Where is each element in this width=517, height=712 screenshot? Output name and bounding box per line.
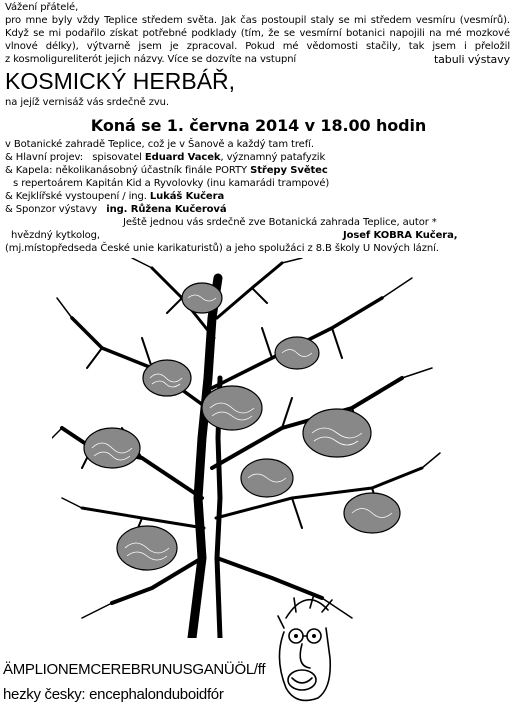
juggler-name: Lukáš Kučera xyxy=(149,191,225,202)
intro-line-4 xyxy=(5,54,510,66)
author-title: hvězdný kytkolog, xyxy=(11,230,100,241)
venue-line: v Botanické zahradě Teplice, což je v Šanově a každý tam trefí. xyxy=(5,139,314,150)
exhibition-title: KOSMICKÝ HERBÁŘ, xyxy=(5,68,236,94)
sponsor-name: ing. Růžena Kučerová xyxy=(106,204,227,215)
sponsor-line xyxy=(5,204,227,216)
exhibition-board-text: tabuli výstavy xyxy=(433,53,510,66)
intro-line-2: Když se mi podařilo získat potřebné podklady (tím, že se vesmírní botanici napojili na mé mozkové xyxy=(5,28,510,39)
tree-drawing xyxy=(52,258,442,638)
sponsor-label: & Sponzor výstavy xyxy=(5,204,107,215)
band-repertoire: s repertoárem Kapitán Kid a Ryvolovky (inu kamarádi trampové) xyxy=(13,178,330,189)
cartoon-self-portrait xyxy=(266,588,346,708)
speech-line xyxy=(5,152,325,164)
juggler-line xyxy=(5,191,224,203)
cartoon-face-drawing xyxy=(266,588,346,708)
author-name: Josef KOBRA Kučera, xyxy=(343,230,458,241)
band-name: Střepy Světec xyxy=(250,165,328,176)
closing-line: Ještě jednou vás srdečně zve Botanická zahrada Teplice, autor * xyxy=(123,217,437,228)
speaker-name: Eduard Vacek xyxy=(144,152,221,163)
intro-line-3: vlnové délky), výtvarně jsem je zpracoval. Pokud mé vědomosti stačily, tak jsem i přeložil xyxy=(5,41,510,52)
author-affiliation: (mj.místopředseda České unie karikaturistů) a jeho spolužáci z 8.B školy U Nových lázní. xyxy=(5,243,439,254)
greeting: Vážení přátelé, xyxy=(5,2,79,13)
speaker-description: , významný patafyzik xyxy=(220,152,326,163)
vernissage-invite: na jejíž vernisáž vás srdečně zvu. xyxy=(5,97,169,108)
event-date: Koná se 1. června 2014 v 18.00 hodin xyxy=(90,116,427,135)
illustration-caption-2: hezky česky: encephalonduboidfór xyxy=(3,686,224,703)
band-line xyxy=(5,165,328,177)
juggler-label: & Kejklířské vystoupení / ing. xyxy=(5,191,150,202)
illustration-caption-1: ÄMPLIONEMCEREBRUNUSGANÜÖL/ff xyxy=(3,661,266,678)
intro-line-1: pro mne byly vždy Teplice středem světa. Jak čas postoupil staly se mi středem vesmíru (vesmírů). xyxy=(5,15,510,26)
speech-label: & Hlavní projev: spisovatel xyxy=(5,152,145,163)
band-label: & Kapela: několikanásobný účastník finále PORTY xyxy=(5,165,251,176)
intro-line-4-text: z kosmoligureliterót jejich názvy. Více se dozvíte na vstupní xyxy=(5,54,297,65)
tree-illustration xyxy=(52,258,442,638)
